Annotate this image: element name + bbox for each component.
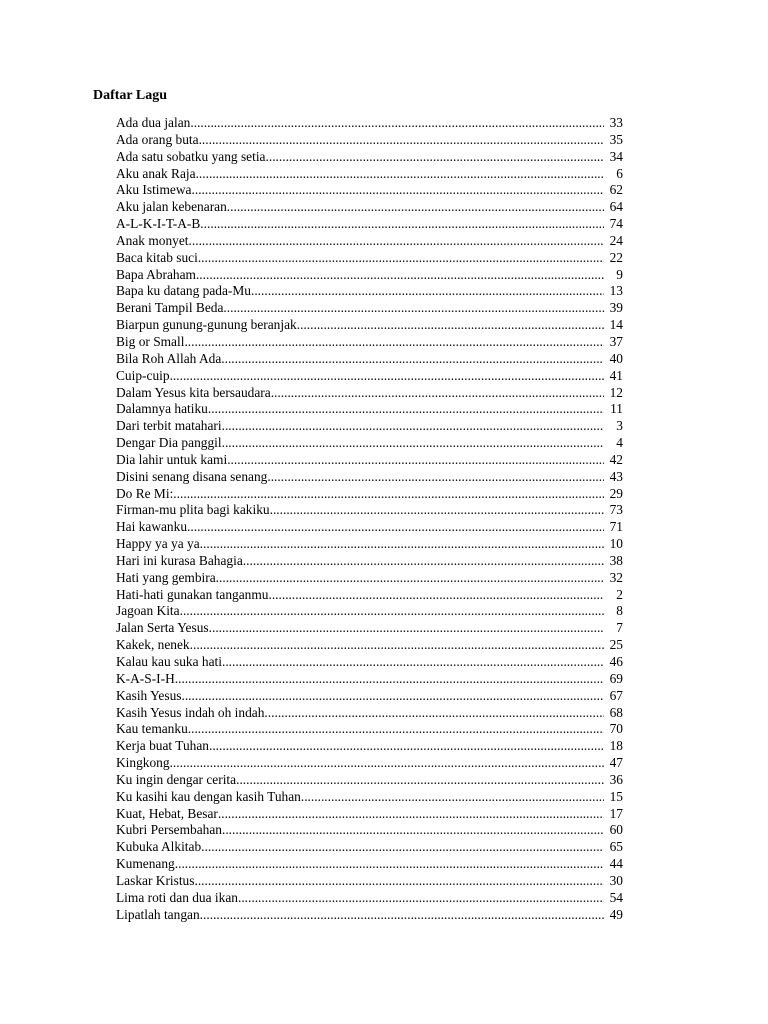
list-item <box>116 519 623 536</box>
dot-leader <box>187 519 604 536</box>
page-number: 73 <box>609 502 623 518</box>
page-number: 14 <box>609 317 623 333</box>
dot-leader <box>188 721 604 738</box>
song-title: Kuat, Hebat, Besar <box>116 805 218 821</box>
dot-leader <box>271 385 604 402</box>
page-number: 49 <box>609 906 623 922</box>
dot-leader <box>190 637 604 654</box>
page-number: 38 <box>609 552 623 568</box>
page-number: 43 <box>609 468 623 484</box>
list-item <box>116 705 623 722</box>
page-number: 39 <box>609 300 623 316</box>
song-title: Bapa ku datang pada-Mu <box>116 283 251 299</box>
page-number: 60 <box>609 822 623 838</box>
list-item <box>116 283 623 300</box>
list-item <box>116 772 623 789</box>
song-title: Bapa Abraham <box>116 266 196 282</box>
dot-leader <box>222 435 604 452</box>
dot-leader <box>243 553 604 570</box>
page-number: 62 <box>609 182 623 198</box>
list-item <box>116 216 623 233</box>
list-item <box>116 334 623 351</box>
page-number: 3 <box>616 418 623 434</box>
song-title: Kasih Yesus indah oh indah <box>116 704 265 720</box>
dot-leader <box>199 132 604 149</box>
dot-leader <box>181 688 604 705</box>
list-item <box>116 721 623 738</box>
list-item <box>116 435 623 452</box>
list-item <box>116 351 623 368</box>
song-title: Kumenang <box>116 856 175 872</box>
page-title: Daftar Lagu <box>93 88 168 103</box>
page-number: 2 <box>616 586 623 602</box>
dot-leader <box>270 502 604 519</box>
page-number: 34 <box>609 148 623 164</box>
page-number: 6 <box>616 165 623 181</box>
list-item <box>116 300 623 317</box>
list-item <box>116 873 623 890</box>
song-title: Jalan Serta Yesus <box>116 620 209 636</box>
dot-leader <box>238 890 604 907</box>
list-item <box>116 149 623 166</box>
song-title: Berani Tampil Beda <box>116 300 224 316</box>
dot-leader <box>251 283 604 300</box>
song-title: K-A-S-I-H <box>116 670 175 686</box>
list-item <box>116 839 623 856</box>
list-item <box>116 182 623 199</box>
dot-leader <box>222 822 604 839</box>
song-title: Biarpun gunung-gunung beranjak <box>116 317 297 333</box>
song-title: Dari terbit matahari <box>116 418 222 434</box>
page-number: 24 <box>609 232 623 248</box>
dot-leader <box>222 418 604 435</box>
page-number: 44 <box>609 856 623 872</box>
dot-leader <box>175 671 604 688</box>
song-title: Lipatlah tangan <box>116 906 200 922</box>
page-number: 65 <box>609 839 623 855</box>
list-item <box>116 806 623 823</box>
song-title: Dia lahir untuk kami <box>116 451 228 467</box>
song-title: Do Re Mi: <box>116 485 174 501</box>
song-title: Firman-mu plita bagi kakiku <box>116 502 270 518</box>
song-index-list <box>116 115 623 924</box>
list-item <box>116 755 623 772</box>
list-item <box>116 570 623 587</box>
dot-leader <box>192 182 605 199</box>
page-number: 25 <box>609 637 623 653</box>
list-item <box>116 688 623 705</box>
page-number: 33 <box>609 115 623 130</box>
song-title: Ada dua jalan <box>116 115 191 130</box>
dot-leader <box>190 115 604 132</box>
dot-leader <box>198 250 604 267</box>
song-title: Kalau kau suka hati <box>116 654 222 669</box>
page-number: 35 <box>609 131 623 147</box>
page-number: 70 <box>609 721 623 737</box>
dot-leader <box>227 452 604 469</box>
list-item <box>116 856 623 873</box>
dot-leader <box>189 233 604 250</box>
dot-leader <box>208 401 604 418</box>
song-title: Aku jalan kebenaran <box>116 199 227 215</box>
song-title: Kubri Persembahan <box>116 822 222 838</box>
song-title: Bila Roh Allah Ada <box>116 350 222 366</box>
dot-leader <box>200 907 604 924</box>
list-item <box>116 738 623 755</box>
list-item <box>116 267 623 284</box>
song-title: Kakek, nenek <box>116 637 190 653</box>
dot-leader <box>209 738 604 755</box>
dot-leader <box>201 839 604 856</box>
song-title: Hati yang gembira <box>116 569 216 585</box>
list-item <box>116 536 623 553</box>
list-item <box>116 789 623 806</box>
page-number: 13 <box>609 283 623 299</box>
dot-leader <box>170 755 604 772</box>
dot-leader <box>267 469 604 486</box>
song-title: Aku anak Raja <box>116 165 196 181</box>
list-item <box>116 907 623 924</box>
page-number: 69 <box>609 670 623 686</box>
dot-leader <box>173 486 604 503</box>
song-title: Ku ingin dengar cerita <box>116 771 237 787</box>
list-item <box>116 486 623 503</box>
song-title: Baca kitab suci <box>116 249 198 265</box>
page-number: 46 <box>609 654 623 669</box>
dot-leader <box>196 166 604 183</box>
page-number: 41 <box>609 367 623 383</box>
song-title: Kasih Yesus <box>116 687 182 703</box>
list-item <box>116 368 623 385</box>
page-number: 12 <box>609 384 623 400</box>
list-item <box>116 502 623 519</box>
song-title: Aku Istimewa <box>116 182 192 198</box>
dot-leader <box>301 789 604 806</box>
list-item <box>116 469 623 486</box>
song-title: Lima roti dan dua ikan <box>116 889 238 905</box>
list-item <box>116 115 623 132</box>
list-item <box>116 250 623 267</box>
page-number: 4 <box>616 435 623 451</box>
page-number: 17 <box>609 805 623 821</box>
list-item <box>116 199 623 216</box>
list-item <box>116 385 623 402</box>
song-title: Happy ya ya ya <box>116 536 200 552</box>
page-number: 15 <box>609 788 623 804</box>
page-number: 67 <box>609 687 623 703</box>
page-number: 9 <box>616 266 623 282</box>
page-number: 47 <box>609 755 623 771</box>
page-number: 68 <box>609 704 623 720</box>
song-title: Kau temanku <box>116 721 188 737</box>
list-item <box>116 587 623 604</box>
page-number: 40 <box>609 350 623 366</box>
list-item <box>116 637 623 654</box>
song-title: Ku kasihi kau dengan kasih Tuhan <box>116 788 301 804</box>
page-number: 71 <box>609 519 623 535</box>
dot-leader <box>236 772 604 789</box>
list-item <box>116 671 623 688</box>
list-item <box>116 132 623 149</box>
dot-leader <box>264 705 604 722</box>
page-number: 8 <box>616 603 623 619</box>
song-title: Anak monyet <box>116 232 189 248</box>
list-item <box>116 166 623 183</box>
list-item <box>116 452 623 469</box>
song-title: A-L-K-I-T-A-B <box>116 216 201 232</box>
song-title: Kerja buat Tuhan <box>116 738 209 754</box>
page-number: 54 <box>609 889 623 905</box>
dot-leader <box>216 570 604 587</box>
dot-leader <box>170 368 604 385</box>
page-number: 32 <box>609 569 623 585</box>
dot-leader <box>227 199 604 216</box>
dot-leader <box>175 856 604 873</box>
song-title: Hai kawanku <box>116 519 188 535</box>
song-title: Kubuka Alkitab <box>116 839 202 855</box>
song-title: Ada orang buta <box>116 131 199 147</box>
list-item <box>116 317 623 334</box>
dot-leader <box>194 873 604 890</box>
page-number: 29 <box>609 485 623 501</box>
dot-leader <box>221 351 604 368</box>
dot-leader <box>218 806 604 823</box>
song-title: Cuip-cuip <box>116 367 170 383</box>
song-title: Big or Small <box>116 333 185 349</box>
page-number: 74 <box>609 216 623 232</box>
list-item <box>116 620 623 637</box>
page-number: 18 <box>609 738 623 754</box>
dot-leader <box>223 300 604 317</box>
list-item <box>116 418 623 435</box>
list-item <box>116 553 623 570</box>
page-number: 11 <box>610 401 623 417</box>
page-number: 22 <box>609 249 623 265</box>
song-title: Ada satu sobatku yang setia <box>116 148 266 164</box>
dot-leader <box>297 317 604 334</box>
song-title: Hari ini kurasa Bahagia <box>116 552 243 568</box>
dot-leader <box>200 536 604 553</box>
page-number: 36 <box>609 771 623 787</box>
list-item <box>116 822 623 839</box>
song-title: Laskar Kristus <box>116 872 195 888</box>
song-title: Dalamnya hatiku <box>116 401 208 417</box>
page-number: 10 <box>609 536 623 552</box>
song-title: Dalam Yesus kita bersaudara <box>116 384 271 400</box>
page-number: 64 <box>609 199 623 215</box>
list-item <box>116 890 623 907</box>
page-number: 7 <box>616 620 623 636</box>
list-item <box>116 654 623 671</box>
dot-leader <box>222 654 604 671</box>
list-item <box>116 401 623 418</box>
dot-leader <box>209 620 604 637</box>
list-item <box>116 603 623 620</box>
dot-leader <box>200 216 604 233</box>
song-title: Dengar Dia panggil <box>116 435 222 451</box>
song-title: Kingkong <box>116 755 170 771</box>
page-number: 42 <box>609 451 623 467</box>
list-item <box>116 233 623 250</box>
dot-leader <box>268 587 604 604</box>
song-title: Disini senang disana senang <box>116 468 268 484</box>
dot-leader <box>266 149 605 166</box>
page-number: 30 <box>609 872 623 888</box>
dot-leader <box>196 267 604 284</box>
dot-leader <box>184 334 604 351</box>
song-title: Jagoan Kita <box>116 603 180 619</box>
song-title: Hati-hati gunakan tanganmu <box>116 586 269 602</box>
dot-leader <box>180 603 604 620</box>
page-number: 37 <box>609 333 623 349</box>
